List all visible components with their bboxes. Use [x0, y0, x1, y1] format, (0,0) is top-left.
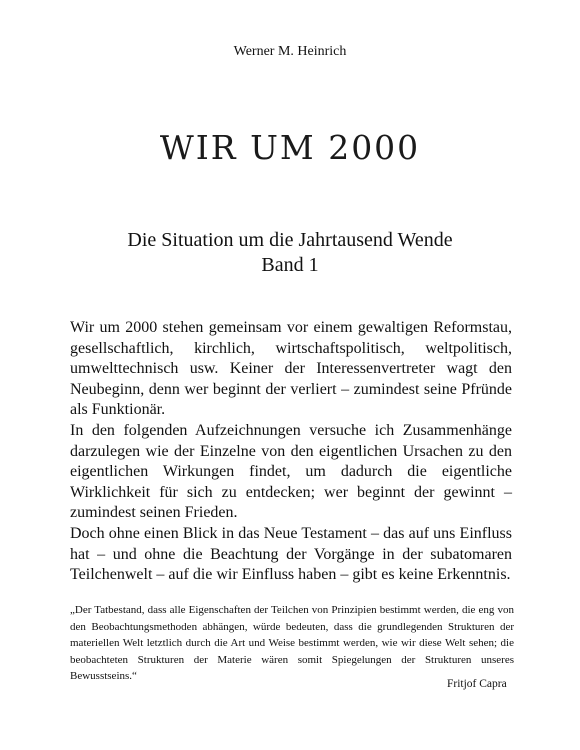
book-title: WIR UM 2000 — [159, 128, 421, 167]
intro-text — [70, 318, 512, 586]
subtitle — [0, 228, 580, 278]
paragraph: In den folgenden Aufzeichnungen versuche ich Zusammenhänge darzulegen wie der Einzelne von den eigentlichen Ursachen zu den eigentlichen Wirkungen findet, um dadurch die eigentliche Wirklichkeit für sich zu entdecken; wer beginnt der gewinnt – zumindest seinen Frieden. — [70, 421, 512, 522]
quote-author: Fritjof Capra — [447, 678, 507, 690]
paragraph: Wir um 2000 stehen gemeinsam vor einem gewaltigen Reformstau, gesellschaftlich, kirchlich, wirtschaftspolitisch, weltpolitisch, umwelttechnisch usw. Keiner der Interessenvertreter wagt den Neubeginn, denn wer beginnt der verliert – zumindest seine Pfründe als Funktionär. — [70, 319, 512, 419]
subtitle-line: Die Situation um die Jahrtausend Wende — [127, 229, 453, 251]
volume-label: Band 1 — [261, 254, 319, 276]
quote-text: „Der Tatbestand, dass alle Eigenschaften der Teilchen von Prinzipien bestimmt werden, die eng von den Beobachtungsmethoden abhängen, würde bedeuten, dass die grundlegenden Strukturen der materiellen Welt letztlich durch die Art und Weise bestimmt werden, wie wir diese Welt sehen; die beobachteten Strukturen der Materie wären somit Spiegelungen der Strukturen unseres Bewusstseins.“ — [70, 604, 514, 682]
author-name: Werner M. Heinrich — [233, 44, 347, 59]
paragraph: Doch ohne einen Blick in das Neue Testament – das auf uns Einfluss hat – und ohne die Beachtung der Vorgänge in der subatomaren Teilchenwelt – auf die wir Einfluss haben – gibt es keine Erkenntnis. — [70, 524, 512, 584]
